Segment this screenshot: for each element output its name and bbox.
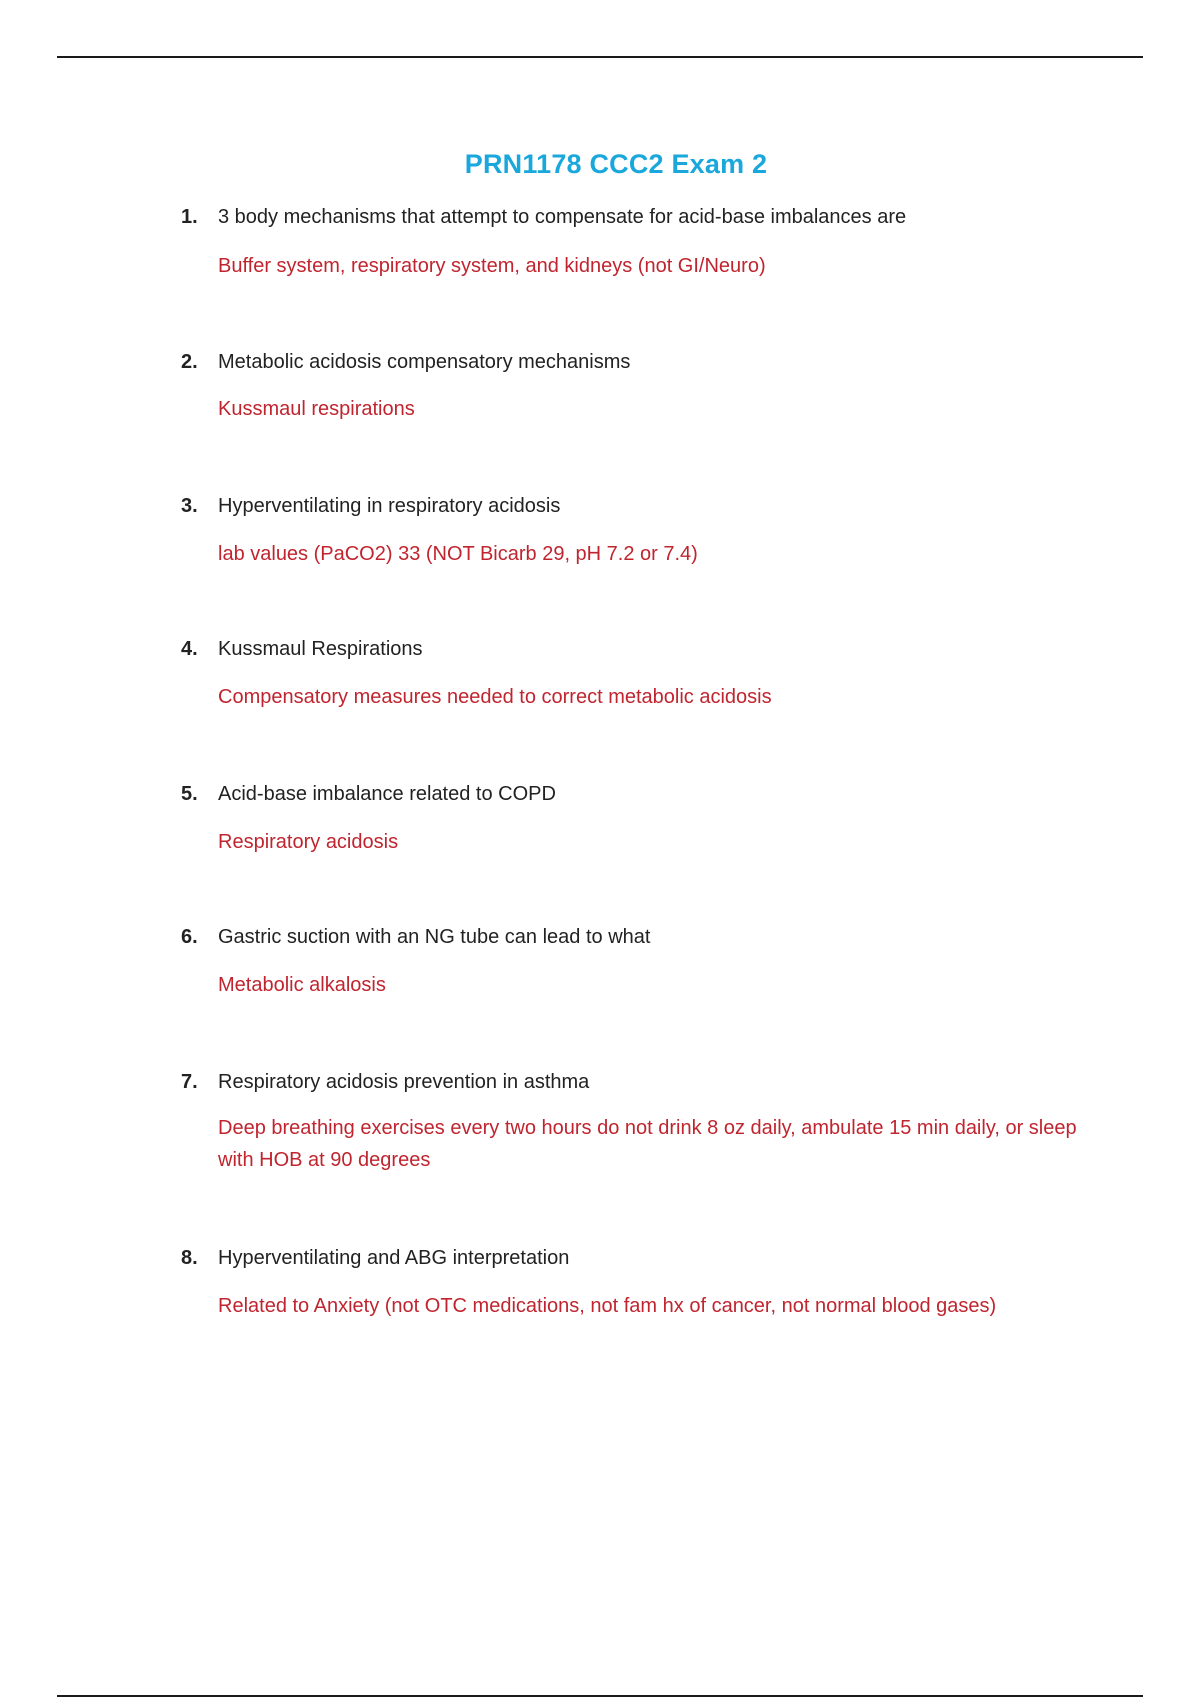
answer-text: lab values (PaCO2) 33 (NOT Bicarb 29, pH 7.2 or 7.4) xyxy=(218,543,698,565)
question-text: Gastric suction with an NG tube can lead to what xyxy=(218,926,651,948)
question-text: Kussmaul Respirations xyxy=(218,638,423,660)
answer-text: Related to Anxiety (not OTC medications, not fam hx of cancer, not normal blood gases) xyxy=(218,1295,997,1317)
answer-text: Deep breathing exercises every two hours do not drink 8 oz daily, ambulate 15 min daily, or sleep with HOB at 90 degrees xyxy=(218,1117,1077,1171)
question-text: Hyperventilating in respiratory acidosis xyxy=(218,495,561,517)
question-text: Metabolic acidosis compensatory mechanisms xyxy=(218,351,631,373)
answer-text: Kussmaul respirations xyxy=(218,398,415,420)
item-number: 6. xyxy=(181,926,198,948)
answer-text: Buffer system, respiratory system, and kidneys (not GI/Neuro) xyxy=(218,255,766,277)
item-number: 4. xyxy=(181,638,198,660)
item-number: 3. xyxy=(181,495,198,517)
question-text: Hyperventilating and ABG interpretation xyxy=(218,1247,570,1269)
page-title: PRN1178 CCC2 Exam 2 xyxy=(464,149,768,179)
item-number: 7. xyxy=(181,1071,198,1093)
bottom-rule xyxy=(57,1695,1143,1697)
question-text: Acid-base imbalance related to COPD xyxy=(218,783,556,805)
answer-text: Compensatory measures needed to correct metabolic acidosis xyxy=(218,686,772,708)
item-number: 5. xyxy=(181,783,198,805)
item-number: 8. xyxy=(181,1247,198,1269)
question-text: 3 body mechanisms that attempt to compensate for acid-base imbalances are xyxy=(218,206,907,228)
question-text: Respiratory acidosis prevention in asthma xyxy=(218,1071,590,1093)
answer-text: Metabolic alkalosis xyxy=(218,974,386,996)
item-number: 2. xyxy=(181,351,198,373)
item-number: 1. xyxy=(181,206,198,228)
answer-text: Respiratory acidosis xyxy=(218,831,399,853)
